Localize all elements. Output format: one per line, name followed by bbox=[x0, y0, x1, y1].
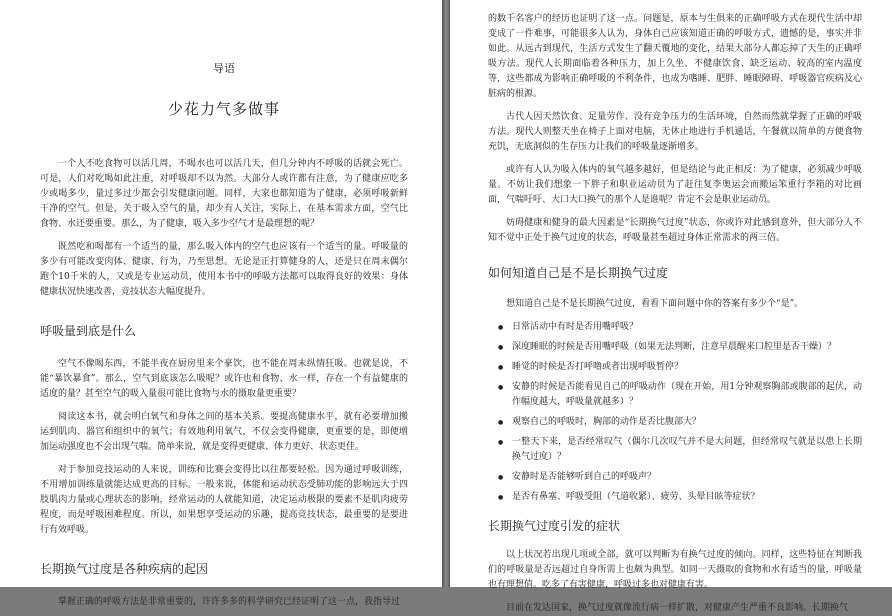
list-item: ● 一整天下来，是否经常叹气（偶尔几次叹气并不是大问题，但经常叹气就是以患上长期换气过度）？ bbox=[498, 435, 862, 465]
body-paragraph: 阅读这本书，就会明白氧气和身体之间的基本关系。要提高健康水平，就有必要增加搬运到肌肉、器官和组织中的氧气；有效地利用氧气，不仅会变得健康，更重要的是，即便增加运动强度也不会出现气喘。简单来说，就是变得更健康、体力更好、状态更佳。 bbox=[40, 412, 408, 452]
list-item: ● 日常活动中有时是否用嘴呼吸？ bbox=[498, 320, 862, 335]
intro-paragraph: 既然吃和喝都有一个适当的量，那么吸入体内的空气也应该有一个适当的量。呼吸量的多少有可能改变肉体、健康、行为，乃至思想。无论是正打算健身的人，还是只在周末偶尔跑个10千米的人，又或是专业运动员，使用本书中的呼吸方法都可以取得良好的效果：身体健康状况快速改善，竞技状态大幅度提升。 bbox=[40, 242, 408, 297]
body-paragraph: 对于参加竞技运动的人来说，训练和比赛会变得比以往都要轻松。因为通过呼吸训练，不用增加训练量就能达成更高的目标。一般来说，体能和运动状态受肺功能的影响远大于四肢肌肉力量或心理状态的影响，经常运动的人就能知道，决定运动极限的要素不是肌肉疲劳程度，而是呼吸困难程度。所以，如果想享受运动的乐趣，提高竞技状态，最重要的是要进行有效呼吸。 bbox=[40, 465, 408, 535]
list-item: ● 观察自己的呼吸时，胸部的动作是否比腹部大？ bbox=[498, 415, 862, 430]
section-heading-breathing-volume: 呼吸量到底是什么 bbox=[40, 324, 137, 338]
body-paragraph: 目前在发达国家，换气过度就像流行病一样扩散，对健康产生严重不良影响。长期换气 bbox=[506, 603, 849, 613]
checklist-intro: 想知道自己是不是长期换气过度，看看下面问题中你的答案有多少个“是”。 bbox=[506, 299, 804, 309]
section-heading-symptoms: 长期换气过度引发的症状 bbox=[488, 519, 621, 533]
symptom-checklist bbox=[488, 320, 862, 505]
list-item: ● 是否有鼻塞、呼吸受阻（气道收紧）、疲劳、头晕目眩等症状？ bbox=[498, 490, 862, 505]
section-heading-self-check: 如何知道自己是不是长期换气过度 bbox=[488, 266, 669, 280]
body-paragraph: 空气不像喝东西，不能半夜在厨房里来个豪饮，也不能在周末纵情狂吸。也就是说，不能“暴饮暴食”。那么，空气到底该怎么吸呢？或许也和食物、水一样，存在一个有益健康的适度的量？甚至空气的吸入量很可能比食物与水的摄取量更重要？ bbox=[40, 359, 408, 399]
intro-paragraph: 一个人不吃食物可以活几周，不喝水也可以活几天，但几分钟内不呼吸的话就会死亡。可是，人们对吃喝如此注重，对呼吸却不以为然。大部分人或许都有注意，为了健康应吃多少或喝多少，量过多过少都会引发健康问题。同样，大家也都知道为了健康，必须呼吸新鲜干净的空气。但是，关于吸入空气的量，却少有人关注，实际上，在基本需求方面，空气比食物、水还要重要。那么，为了健康，吸入多少空气才是最理想的呢？ bbox=[40, 159, 408, 229]
list-item: ● 深度睡眠的时候是否用嘴呼吸（如果无法判断，注意早晨醒来口腔里是否干燥）？ bbox=[498, 340, 862, 355]
body-paragraph: 古代人因天然饮食、足量劳作、没有竞争压力的生活环境，自然而然就掌握了正确的呼吸方法。现代人则整天坐在椅子上面对电脑，无休止地进行手机通话，午餐就以简单的方便食物充饥，无底洞似的生存压力让我们的呼吸量逐渐增多。 bbox=[488, 112, 862, 152]
body-paragraph: 的数千名客户的经历也证明了这一点。问题是，原本与生俱来的正确呼吸方式在现代生活中却变成了一件难事，可能很多人认为，身体自己应该知道正确的呼吸方式，遗憾的是，事实并非如此。从远古到现代，生活方式发生了翻天覆地的变化，结果大部分人都忘掉了天生的正确呼吸方法。现代人长期面临着各种压力，加上久坐、不健康饮食、缺乏运动、较高的室内温度等，这些都成为影响正确呼吸的不利条件，也成为嗜睡、肥胖、睡眠障碍、呼吸器官疾病及心脏病的根源。 bbox=[488, 14, 862, 99]
chapter-title: 少花力气多做事 bbox=[167, 100, 280, 118]
left-page bbox=[0, 0, 442, 607]
right-page bbox=[450, 0, 892, 613]
body-paragraph: 掌握正确的呼吸方法是非常重要的，许许多多的科学研究已经证明了这一点，我指导过 bbox=[58, 597, 401, 607]
list-item: ● 安静的时候是否能看见自己的呼吸动作（现在开始，用1分钟观察胸部或腹部的起伏，动作幅度越大，呼吸量就越多）？ bbox=[498, 380, 862, 410]
list-item: ● 睡觉的时候是否打呼噜或者出现呼吸暂停？ bbox=[498, 360, 862, 375]
body-paragraph: 以上状况若出现几项或全部，就可以判断为有换气过度的倾向。同样，这些特征在判断我们的呼吸量是否远超过自身所需上也颇为典型。如同一天摄取的食物和水有适当的量，呼吸量也有理想值。吃多了有害健康，呼吸过多也对健康有害。 bbox=[488, 550, 862, 590]
list-item: ● 安静时是否能够听到自己的呼吸声？ bbox=[498, 470, 862, 485]
page-gutter bbox=[442, 0, 450, 587]
body-paragraph: 妨碍健康和健身的最大因素是“长期换气过度”状态，你或许对此感到意外，但大部分人不知不觉中正处于换气过度的状态，呼吸量甚至超过身体正常需求的两三倍。 bbox=[488, 218, 862, 243]
body-paragraph: 或许有人认为吸入体内的氧气越多越好，但是结论与此正相反：为了健康，必须减少呼吸量。不妨让我们想象一下胖子和职业运动员为了赶往复李奥运会而搬运笨重行李箱的对比画面，气喘吁吁、大口大口换气的那个人是谁呢？肯定不会是职业运动员。 bbox=[488, 165, 862, 205]
chapter-label: 导语 bbox=[213, 62, 235, 75]
section-heading-hyperventilation-cause: 长期换气过度是各种疾病的起因 bbox=[40, 562, 209, 576]
